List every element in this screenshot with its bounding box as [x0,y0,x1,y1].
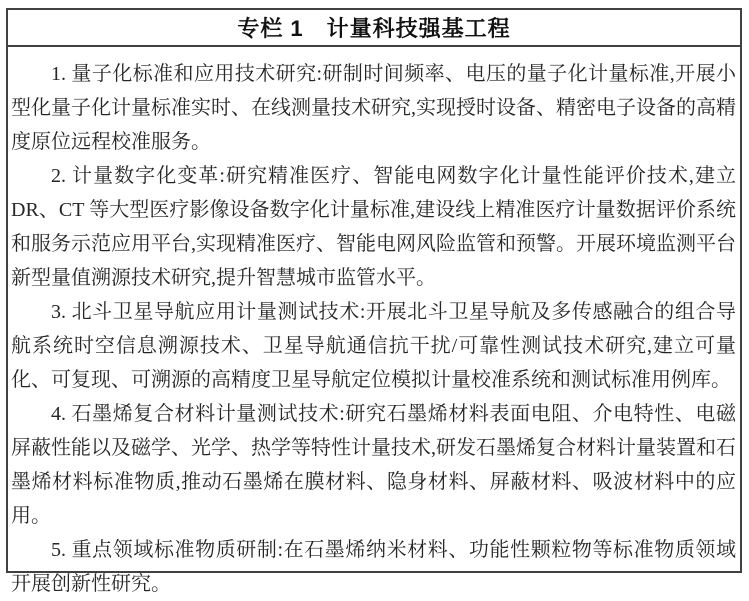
paragraph-beidou-navigation: 3. 北斗卫星导航应用计量测试技术:开展北斗卫星导航及多传感融合的组合导航系统时空信息溯源技术、卫星导航通信抗干扰/可靠性测试技术研究,建立可量化、可复现、可溯源的高精度卫星导航定位模拟计量校准系统和测试标准用例库。 [11,301,736,391]
paragraph-graphene-composites: 4. 石墨烯复合材料计量测试技术:研究石墨烯材料表面电阻、介电特性、电磁屏蔽性能以及磁学、光学、热学等特性计量技术,研发石墨烯复合材料计量装置和石墨烯材料标准物质,推动石墨烯在膜材料、隐身材料、屏蔽材料、吸波材料中的应用。 [11,403,736,527]
special-column-panel [6,8,742,595]
panel-title-box [8,10,740,47]
panel-title: 专栏 1 计量科技强基工程 [237,16,511,41]
paragraph-quantum-standards: 1. 量子化标准和应用技术研究:研制时间频率、电压的量子化计量标准,开展小型化量子化计量标准实时、在线测量技术研究,实现授时设备、精密电子设备的高精度原位远程校准服务。 [11,63,736,153]
paragraph-reference-materials: 5. 重点领域标准物质研制:在石墨烯纳米材料、功能性颗粒物等标准物质领域开展创新性研究。 [11,539,736,595]
paragraph-digital-metrology: 2. 计量数字化变革:研究精准医疗、智能电网数字化计量性能评价技术,建立DR、CT 等大型医疗影像设备数字化计量标准,建设线上精准医疗计量数据评价系统和服务示范应用平台,实现精准医疗、智能电网风险监管和预警。开展环境监测平台新型量值溯源技术研究,提升智慧城市监管水平。 [11,165,736,289]
panel-body [8,47,740,601]
